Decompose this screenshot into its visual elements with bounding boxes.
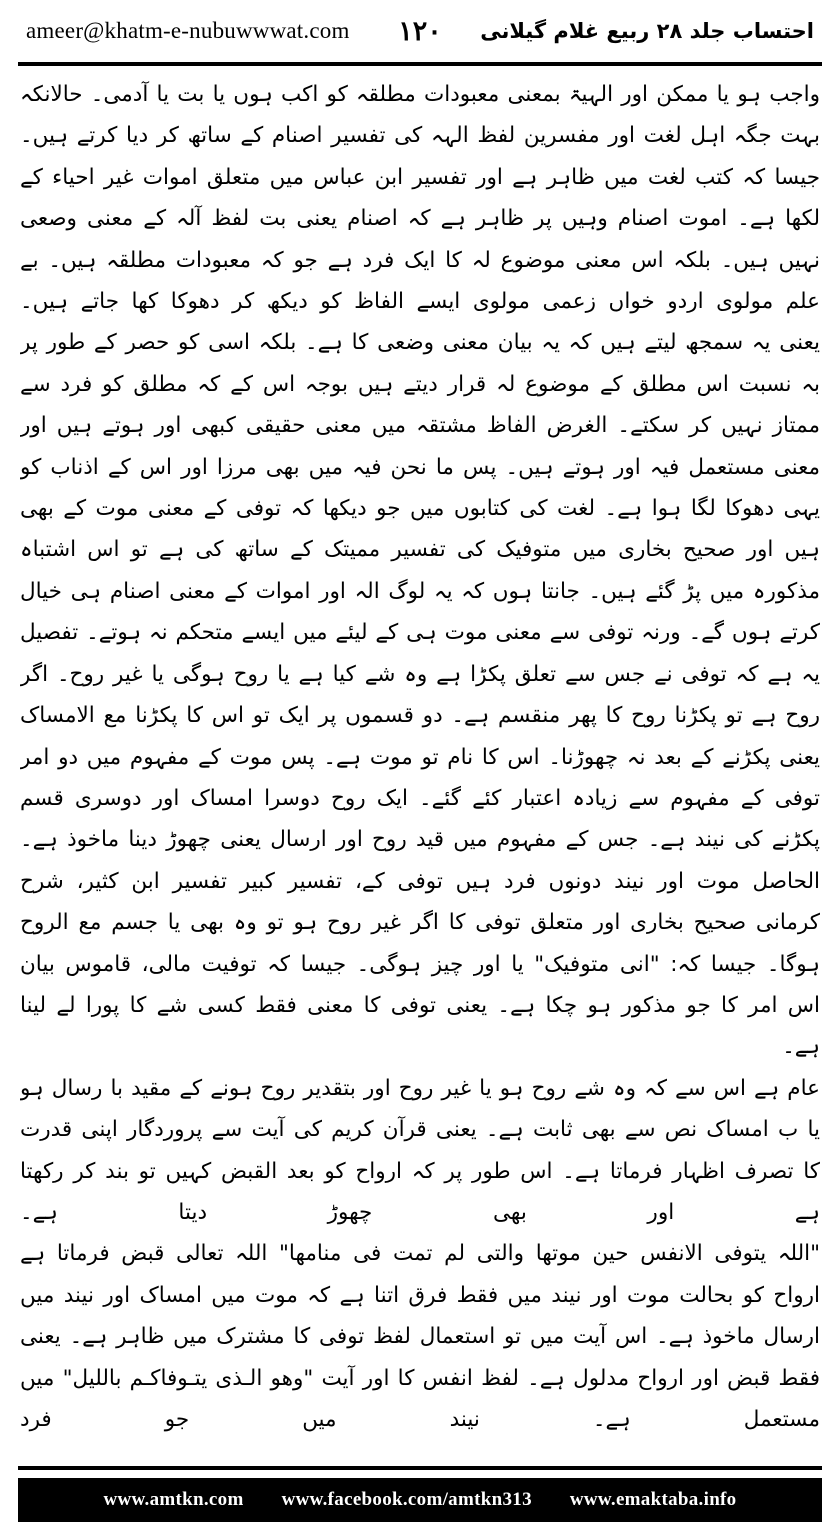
footer-link-emaktaba[interactable]: www.emaktaba.info	[569, 1489, 737, 1510]
book-title: احتساب جلد ۲۸ ربیع غلام گیلانی	[480, 19, 814, 43]
page-number: ۱۲۰	[398, 16, 442, 46]
page-body	[20, 74, 820, 1452]
body-paragraph: یعنی یہ سمجھ لیتے ہیں کہ یہ بیان معنی وضعی کا ہے۔ بلکہ اسی کو حصر کے طور پر بہ نسبت اس مطلق کے موضوع لہ قرار دیتے ہیں بوجہ اس کے کہ مطلق کو فرد سے ممتاز نہیں کر سکتے۔ الغرض الفاظ مشتقہ میں معنی حقیقی کبھی اور ہوتے ہیں اور معنی مستعمل فیہ اور ہوتے ہیں۔ پس ما نحن فیہ میں بھی مرزا اور اس کے اذناب کو یہی دھوکا لگا ہوا ہے۔ لغت کی کتابوں میں جو دیکھا کہ توفی کے معنی موت کے بھی ہیں اور صحیح بخاری میں متوفیک کی تفسیر ممیتک کے ساتھ کی ہے تو اس اشتباہ مذکورہ میں پڑ گئے ہیں۔ جانتا ہوں کہ یہ لوگ الہ اور اموات کے معنی اصنام ہی خیال کرتے ہوں گے۔ ورنہ توفی سے معنی موت ہی کے لیئے میں ایسے متحکم نہ ہوتے۔ تفصیل یہ ہے کہ توفی نے جس سے تعلق پکڑا ہے وہ شے کیا ہے یا روح ہوگی یا غیر روح۔ اگر روح ہے تو پکڑنا روح کا پھر منقسم ہے۔ دو قسموں پر ایک تو اس کا پکڑنا مع الامساک یعنی پکڑنے کے بعد نہ چھوڑنا۔ اس کا نام تو موت ہے۔ پس موت کے مفہوم میں دو امر توفی کے مفہوم سے زیادہ اعتبار کئے گئے۔ ایک روح دوسرا امساک اور دوسری قسم پکڑنے کی نیند ہے۔ جس کے مفہوم میں قید روح اور ارسال یعنی چھوڑ دینا ماخوذ ہے۔ الحاصل موت اور نیند دونوں فرد ہیں توفی کے، تفسیر کبیر تفسیر ابن کثیر، شرح کرمانی صحیح بخاری اور متعلق توفی کا اگر غیر روح ہو تو وہ بھی یا جسم مع الروح ہوگا۔ جیسا کہ: "انی متوفیک" یا اور چیز ہوگی۔ جیسا کہ توفیت مالی، قاموس بیان اس امر کا جو مذکور ہو چکا ہے۔ یعنی توفی کا معنی فقط کسی شے کا پورا لے لینا ہے۔	[20, 330, 820, 1060]
body-paragraph-quran: "اللہ یتوفی الانفس حین موتھا والتی لم تمت فی منامھا" اللہ تعالی قبض فرماتا ہے ارواح کو بحالت موت اور نیند میں فقط فرق اتنا ہے کہ موت میں امساک اور نیند میں ارسال ماخوذ ہے۔ اس آیت میں تو استعمال لفظ توفی کا مشترک میں ظاہر ہے۔ یعنی فقط قبض اور ارواح مدلول ہے۔ لفظ انفس کا اور آیت "وھو الـذی یتـوفاکـم باللیل" میں مستعمل ہے۔ نیند میں جو فرد	[20, 1241, 820, 1432]
page-header	[0, 0, 840, 62]
footer-link-website[interactable]: www.amtkn.com	[103, 1489, 244, 1510]
header-divider	[18, 62, 822, 66]
body-paragraph: عام ہے اس سے کہ وہ شے روح ہو یا غیر روح اور بتقدیر روح ہونے کے مقید با رسال ہو یا ب امساک نص سے بھی ثابت ہے۔ یعنی قرآن کریم کی آیت سے پروردگار اپنی قدرت کا تصرف اظہار فرماتا ہے۔ اس طور پر کہ ارواح کو بعد القبض کہیں تو بند کر رکھتا ہے اور بھی چھوڑ دیتا ہے۔	[20, 1075, 820, 1225]
page-footer	[18, 1478, 822, 1522]
body-paragraph: واجب ہو یا ممکن اور الہیۃ بمعنی معبودات مطلقہ کو اکب ہوں یا بت یا آدمی۔ حالانکہ بہت جگہ اہل لغت اور مفسرین لفظ الہہ کی تفسیر اصنام کے ساتھ کر دیا کرتے ہیں۔ جیسا کہ کتب لغت میں ظاہر ہے اور تفسیر ابن عباس میں متعلق اموات غیر احیاء کے لکھا ہے۔ اموت اصنام وہیں پر ظاہر ہے کہ اصنام یعنی بت لفظ آلہ کے معنی وصعی نہیں ہیں۔ بلکہ اس معنی موضوع لہ کا ایک فرد ہے جو کہ معبودات مطلقہ ہیں۔ بے علم مولوی اردو خواں زعمی مولوی ایسے الفاظ کو دیکھ کر دھوکا کھا جاتے ہیں۔	[20, 82, 820, 315]
contact-email: ameer@khatm-e-nubuwwwat.com	[26, 18, 350, 43]
footer-divider	[18, 1466, 822, 1470]
footer-link-facebook[interactable]: www.facebook.com/amtkn313	[281, 1489, 532, 1510]
